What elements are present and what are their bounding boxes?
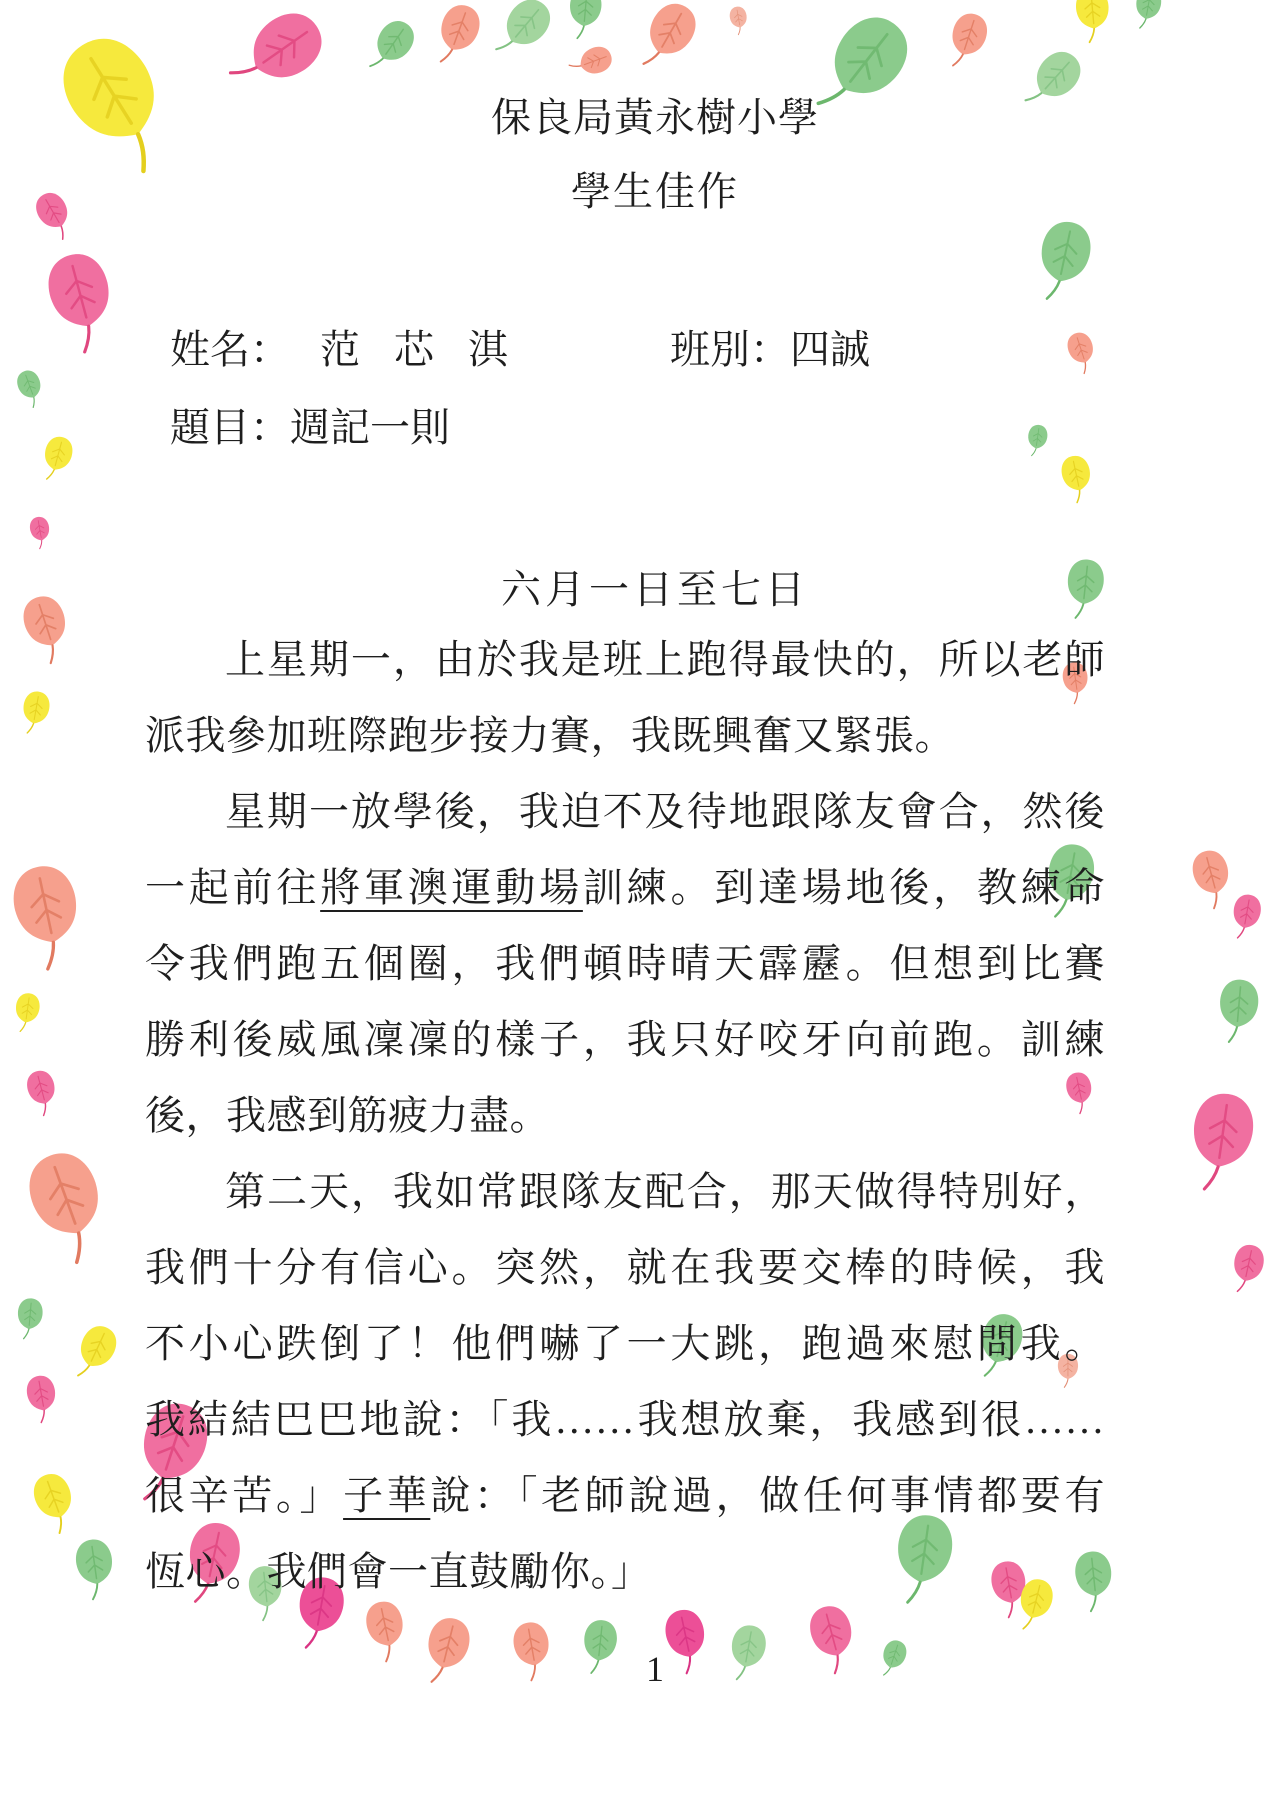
topic-value: 週記一則 — [290, 405, 450, 450]
essay-text-segment: 上星期一，由於我是班上跑得最快的，所以老師 — [225, 637, 1105, 682]
leaf-icon — [625, 0, 710, 83]
essay-line — [145, 1458, 1105, 1534]
leaf-icon — [938, 5, 998, 75]
essay-text-segment: 很辛苦。」 — [145, 1473, 344, 1518]
leaf-icon — [8, 1135, 128, 1275]
leaf-icon — [726, 3, 752, 36]
name-value: 范芯淇 — [320, 327, 542, 372]
essay-line — [145, 1154, 1105, 1230]
essay-text-segment: 說：「老師說過，做任何事情都要有 — [430, 1473, 1106, 1518]
name-label: 姓名： — [170, 327, 290, 372]
leaf-icon — [1054, 450, 1100, 506]
leaf-icon — [562, 0, 607, 42]
leaf-icon — [9, 989, 45, 1035]
leaf-icon — [64, 1316, 128, 1389]
leaf-icon — [68, 1533, 123, 1603]
leaf-icon — [19, 1064, 65, 1119]
essay-text-segment: 恆心。我們會一直鼓勵你。」 — [145, 1549, 652, 1594]
essay-text-segment: 第二天，我如常跟隊友配合，那天做得特別好， — [225, 1169, 1105, 1214]
section-heading: 六月一日至七日 — [501, 567, 809, 612]
essay-text-segment: 令我們跑五個圈，我們頓時晴天霹靂。但想到比賽 — [145, 941, 1105, 986]
leaf-icon — [12, 1295, 47, 1342]
leaf-icon — [11, 586, 83, 670]
leaf-icon — [34, 430, 80, 485]
essay-text-segment: 我結結巴巴地說：「我……我想放棄，我感到很…… — [145, 1397, 1105, 1442]
page-title: 保良局黃永樹小學 — [491, 95, 819, 140]
meta-row-name — [145, 318, 1105, 374]
leaf-icon — [1070, 0, 1117, 45]
leaf-icon — [1225, 889, 1267, 942]
leaf-icon — [16, 686, 57, 737]
essay-text-segment: 星期一放學後，我迫不及待地跟隊友會合，然後 — [225, 789, 1105, 834]
essay-line — [145, 622, 1105, 698]
leaf-icon — [0, 853, 98, 977]
essay-text-segment: 派我參加班際跑步接力賽，我既興奮又緊張。 — [145, 713, 955, 758]
leaf-icon — [10, 364, 51, 411]
leaf-icon — [1129, 0, 1168, 32]
essay-line — [145, 1306, 1105, 1382]
essay-line — [145, 698, 1105, 774]
leaf-icon — [1211, 974, 1266, 1046]
leaf-icon — [357, 9, 427, 83]
essay-body — [145, 622, 1105, 1610]
essay-line — [145, 1382, 1105, 1458]
class-group — [670, 318, 870, 375]
leaf-icon — [481, 0, 565, 71]
class-value: 四誠 — [790, 327, 870, 372]
leaf-icon — [565, 39, 620, 86]
essay-line — [145, 1078, 1105, 1154]
essay-text-segment: 後，我感到筋疲力盡。 — [145, 1093, 550, 1138]
underlined-text: 子華 — [343, 1473, 431, 1518]
topic-label: 題目： — [170, 405, 290, 450]
essay-line — [145, 850, 1105, 926]
underlined-text: 將軍澳運動場 — [320, 865, 583, 910]
leaf-icon — [25, 513, 55, 551]
leaf-icon — [22, 1464, 87, 1540]
essay-line — [145, 926, 1105, 1002]
meta-row-topic — [145, 396, 1105, 452]
essay-text-segment: 訓練。到達場地後，教練命 — [582, 865, 1106, 910]
page-subtitle: 學生佳作 — [571, 169, 739, 214]
leaf-icon — [1177, 1083, 1266, 1197]
essay-text-segment: 我們十分有信心。突然，就在我要交棒的時候，我 — [145, 1245, 1105, 1290]
leaf-icon — [20, 1370, 64, 1425]
essay-text-segment: 一起前往 — [145, 865, 321, 910]
essay-text-segment: 勝利後威風凜凜的樣子，我只好咬牙向前跑。訓練 — [145, 1017, 1105, 1062]
essay-line — [145, 1230, 1105, 1306]
essay-line — [145, 1002, 1105, 1078]
essay-line — [145, 1534, 1105, 1610]
essay-line — [145, 774, 1105, 850]
page-number: 1 — [646, 1649, 664, 1689]
leaf-icon — [32, 240, 132, 361]
essay-text-segment: 不小心跌倒了！他們嚇了一大跳，跑過來慰問我。 — [145, 1321, 1105, 1366]
class-label: 班別： — [670, 327, 790, 372]
leaf-icon — [26, 183, 84, 247]
leaf-icon — [1025, 212, 1103, 309]
leaf-icon — [1224, 1239, 1271, 1298]
